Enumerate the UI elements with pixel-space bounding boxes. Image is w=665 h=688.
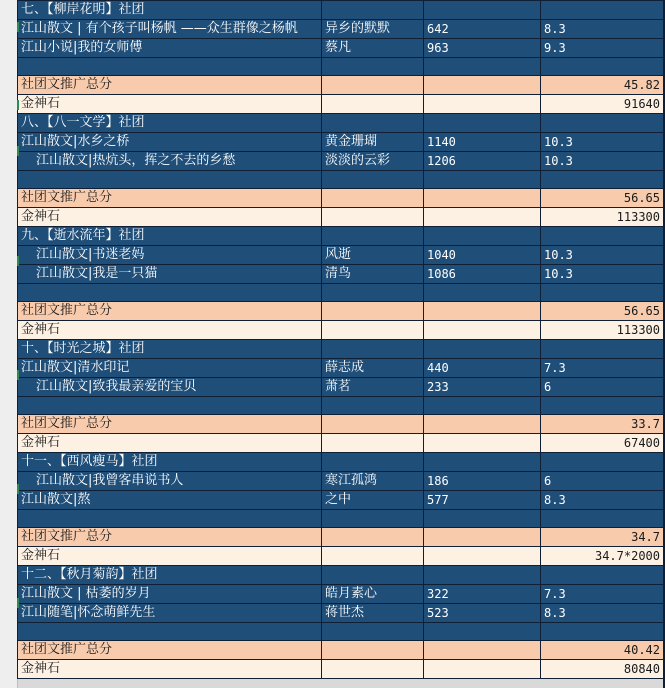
promo-value-cell[interactable]: 34.7	[541, 528, 664, 547]
author-cell[interactable]: 风逝	[322, 246, 424, 265]
empty-cell[interactable]	[541, 284, 664, 302]
article-title-cell[interactable]: 江山散文|热炕头，挥之不去的乡愁	[18, 152, 322, 171]
blank-row	[18, 397, 664, 415]
gold-stone-row	[18, 434, 664, 453]
article-row	[18, 39, 664, 58]
empty-cell[interactable]	[322, 321, 424, 340]
gold-stone-row	[18, 660, 664, 679]
blank-row	[18, 171, 664, 189]
empty-cell[interactable]	[424, 284, 541, 302]
empty-cell[interactable]	[322, 453, 424, 472]
empty-cell[interactable]	[322, 302, 424, 321]
blank-row	[18, 510, 664, 528]
empty-cell[interactable]	[541, 510, 664, 528]
blank-row	[18, 284, 664, 302]
article-title-cell[interactable]: 江山散文 | 有个孩子叫杨帆 ——众生群像之杨帆	[18, 20, 322, 39]
promo-label-cell[interactable]: 社团文推广总分	[18, 641, 322, 660]
group-title-cell[interactable]: 九、【逝水流年】社团	[18, 227, 322, 246]
gold-value-cell[interactable]: 67400	[541, 434, 664, 453]
author-cell[interactable]: 黄金珊瑚	[322, 133, 424, 152]
article-row	[18, 491, 664, 510]
gold-value-cell[interactable]: 113300	[541, 321, 664, 340]
cell-change-marker	[17, 256, 19, 266]
empty-cell[interactable]	[322, 566, 424, 585]
author-cell[interactable]: 蒋世杰	[322, 604, 424, 623]
gold-label-cell[interactable]: 金神石	[18, 547, 322, 566]
blank-row	[18, 623, 664, 641]
empty-cell[interactable]	[322, 547, 424, 566]
empty-cell[interactable]	[424, 547, 541, 566]
empty-cell[interactable]	[541, 114, 664, 133]
score-cell[interactable]: 10.3	[541, 265, 664, 284]
promo-label-cell[interactable]: 社团文推广总分	[18, 528, 322, 547]
cell-change-marker	[17, 22, 19, 32]
gold-value-cell[interactable]: 91640	[541, 95, 664, 114]
word-count-cell[interactable]: 1140	[424, 133, 541, 152]
empty-cell[interactable]	[424, 453, 541, 472]
empty-cell[interactable]	[322, 171, 424, 189]
empty-cell[interactable]	[424, 623, 541, 641]
word-count-cell[interactable]: 1206	[424, 152, 541, 171]
word-count-cell[interactable]: 963	[424, 39, 541, 58]
empty-cell[interactable]	[322, 76, 424, 95]
empty-cell[interactable]	[424, 340, 541, 359]
score-cell[interactable]: 6	[541, 472, 664, 491]
empty-cell[interactable]	[424, 114, 541, 133]
empty-cell[interactable]	[322, 58, 424, 76]
empty-cell[interactable]	[541, 58, 664, 76]
word-count-cell[interactable]: 322	[424, 585, 541, 604]
promo-label-cell[interactable]: 社团文推广总分	[18, 189, 322, 208]
group-title-cell[interactable]: 七、【柳岸花明】社团	[18, 1, 322, 20]
score-cell[interactable]: 8.3	[541, 20, 664, 39]
author-cell[interactable]: 清鸟	[322, 265, 424, 284]
club-score-table	[17, 0, 664, 679]
author-cell[interactable]: 薛志成	[322, 359, 424, 378]
empty-cell[interactable]	[424, 528, 541, 547]
article-row	[18, 378, 664, 397]
group-title-row	[18, 453, 664, 472]
empty-cell[interactable]	[424, 208, 541, 227]
empty-cell[interactable]	[424, 566, 541, 585]
empty-cell[interactable]	[18, 58, 322, 76]
word-count-cell[interactable]: 1040	[424, 246, 541, 265]
empty-cell[interactable]	[541, 397, 664, 415]
empty-cell[interactable]	[18, 171, 322, 189]
promo-label-cell[interactable]: 社团文推广总分	[18, 76, 322, 95]
gold-label-cell[interactable]: 金神石	[18, 434, 322, 453]
promo-value-cell[interactable]: 33.7	[541, 415, 664, 434]
score-cell[interactable]: 7.3	[541, 359, 664, 378]
article-row	[18, 152, 664, 171]
empty-cell[interactable]	[424, 95, 541, 114]
empty-cell[interactable]	[541, 227, 664, 246]
cell-change-marker	[17, 370, 19, 380]
empty-cell[interactable]	[322, 528, 424, 547]
empty-cell[interactable]	[424, 76, 541, 95]
empty-cell[interactable]	[322, 415, 424, 434]
author-cell[interactable]: 淡淡的云彩	[322, 152, 424, 171]
promo-label-cell[interactable]: 社团文推广总分	[18, 302, 322, 321]
group-title-row	[18, 227, 664, 246]
promo-total-row	[18, 641, 664, 660]
group-title-row	[18, 1, 664, 20]
word-count-cell[interactable]: 1086	[424, 265, 541, 284]
empty-cell[interactable]	[541, 340, 664, 359]
gold-label-cell[interactable]: 金神石	[18, 95, 322, 114]
group-title-cell[interactable]: 十、【时光之城】社团	[18, 340, 322, 359]
empty-cell[interactable]	[424, 510, 541, 528]
empty-cell[interactable]	[322, 95, 424, 114]
promo-value-cell[interactable]: 56.65	[541, 302, 664, 321]
article-row	[18, 133, 664, 152]
article-title-cell[interactable]: 江山散文|我是一只猫	[18, 265, 322, 284]
promo-total-row	[18, 415, 664, 434]
empty-cell[interactable]	[424, 321, 541, 340]
empty-cell[interactable]	[322, 434, 424, 453]
gold-stone-row	[18, 547, 664, 566]
empty-cell[interactable]	[424, 58, 541, 76]
gold-label-cell[interactable]: 金神石	[18, 660, 322, 679]
promo-total-row	[18, 76, 664, 95]
empty-cell[interactable]	[541, 453, 664, 472]
gold-value-cell[interactable]: 80840	[541, 660, 664, 679]
promo-label-cell[interactable]: 社团文推广总分	[18, 415, 322, 434]
article-row	[18, 585, 664, 604]
article-title-cell[interactable]: 江山散文 | 枯萎的岁月	[18, 585, 322, 604]
empty-cell[interactable]	[322, 340, 424, 359]
author-cell[interactable]: 异乡的默默	[322, 20, 424, 39]
article-row	[18, 20, 664, 39]
empty-cell[interactable]	[424, 1, 541, 20]
score-cell[interactable]: 6	[541, 378, 664, 397]
author-cell[interactable]: 蔡凡	[322, 39, 424, 58]
article-title-cell[interactable]: 江山随笔|怀念萌鲜先生	[18, 604, 322, 623]
cell-change-marker	[17, 598, 19, 608]
empty-cell[interactable]	[322, 208, 424, 227]
empty-cell[interactable]	[18, 397, 322, 415]
empty-cell[interactable]	[322, 397, 424, 415]
word-count-cell[interactable]: 642	[424, 20, 541, 39]
gold-value-cell[interactable]: 113300	[541, 208, 664, 227]
gold-stone-row	[18, 208, 664, 227]
empty-cell[interactable]	[424, 171, 541, 189]
group-title-row	[18, 114, 664, 133]
empty-cell[interactable]	[541, 623, 664, 641]
group-title-row	[18, 566, 664, 585]
empty-cell[interactable]	[424, 660, 541, 679]
group-title-cell[interactable]: 十二、【秋月菊韵】社团	[18, 566, 322, 585]
cell-change-marker	[17, 484, 19, 494]
empty-cell[interactable]	[18, 284, 322, 302]
group-title-row	[18, 340, 664, 359]
empty-cell[interactable]	[322, 114, 424, 133]
article-row	[18, 359, 664, 378]
empty-cell[interactable]	[424, 189, 541, 208]
empty-cell[interactable]	[322, 189, 424, 208]
group-title-cell[interactable]: 八、【八一文学】社团	[18, 114, 322, 133]
word-count-cell[interactable]: 577	[424, 491, 541, 510]
empty-cell[interactable]	[424, 415, 541, 434]
score-cell[interactable]: 10.3	[541, 152, 664, 171]
article-row	[18, 265, 664, 284]
group-title-cell[interactable]: 十一、【西风瘦马】社团	[18, 453, 322, 472]
empty-cell[interactable]	[424, 641, 541, 660]
score-cell[interactable]: 9.3	[541, 39, 664, 58]
author-cell[interactable]: 寒江孤鸿	[322, 472, 424, 491]
article-title-cell[interactable]: 江山散文|熬	[18, 491, 322, 510]
article-title-cell[interactable]: 江山散文|致我最亲爱的宝贝	[18, 378, 322, 397]
empty-cell[interactable]	[322, 623, 424, 641]
empty-cell[interactable]	[322, 660, 424, 679]
score-cell[interactable]: 10.3	[541, 246, 664, 265]
empty-cell[interactable]	[541, 566, 664, 585]
author-cell[interactable]: 之中	[322, 491, 424, 510]
empty-cell[interactable]	[424, 302, 541, 321]
promo-total-row	[18, 528, 664, 547]
empty-cell[interactable]	[322, 227, 424, 246]
promo-value-cell[interactable]: 56.65	[541, 189, 664, 208]
gold-value-cell[interactable]: 34.7*2000	[541, 547, 664, 566]
score-cell[interactable]: 8.3	[541, 491, 664, 510]
gold-stone-row	[18, 321, 664, 340]
word-count-cell[interactable]: 233	[424, 378, 541, 397]
article-title-cell[interactable]: 江山散文|清水印记	[18, 359, 322, 378]
empty-cell[interactable]	[18, 623, 322, 641]
article-row	[18, 604, 664, 623]
row-header-gutter	[0, 0, 18, 688]
article-title-cell[interactable]: 江山散文|水乡之桥	[18, 133, 322, 152]
empty-cell[interactable]	[322, 1, 424, 20]
gold-label-cell[interactable]: 金神石	[18, 321, 322, 340]
article-row	[18, 246, 664, 265]
promo-total-row	[18, 302, 664, 321]
score-cell[interactable]: 10.3	[541, 133, 664, 152]
promo-value-cell[interactable]: 45.82	[541, 76, 664, 95]
empty-cell[interactable]	[424, 434, 541, 453]
cell-change-marker	[17, 146, 19, 156]
empty-cell[interactable]	[322, 641, 424, 660]
author-cell[interactable]: 皓月素心	[322, 585, 424, 604]
score-cell[interactable]: 8.3	[541, 604, 664, 623]
empty-cell[interactable]	[424, 397, 541, 415]
gold-stone-row	[18, 95, 664, 114]
promo-value-cell[interactable]: 40.42	[541, 641, 664, 660]
article-title-cell[interactable]: 江山散文|我曾客串说书人	[18, 472, 322, 491]
score-cell[interactable]: 7.3	[541, 585, 664, 604]
promo-total-row	[18, 189, 664, 208]
author-cell[interactable]: 萧茗	[322, 378, 424, 397]
blank-row	[18, 58, 664, 76]
empty-cell[interactable]	[424, 227, 541, 246]
empty-cell[interactable]	[541, 1, 664, 20]
word-count-cell[interactable]: 523	[424, 604, 541, 623]
word-count-cell[interactable]: 186	[424, 472, 541, 491]
empty-cell[interactable]	[18, 510, 322, 528]
cell-change-marker	[17, 100, 19, 110]
word-count-cell[interactable]: 440	[424, 359, 541, 378]
empty-cell[interactable]	[541, 171, 664, 189]
gold-label-cell[interactable]: 金神石	[18, 208, 322, 227]
article-title-cell[interactable]: 江山散文|书迷老妈	[18, 246, 322, 265]
empty-cell[interactable]	[322, 510, 424, 528]
article-row	[18, 472, 664, 491]
empty-cell[interactable]	[322, 284, 424, 302]
article-title-cell[interactable]: 江山小说|我的女师傅	[18, 39, 322, 58]
